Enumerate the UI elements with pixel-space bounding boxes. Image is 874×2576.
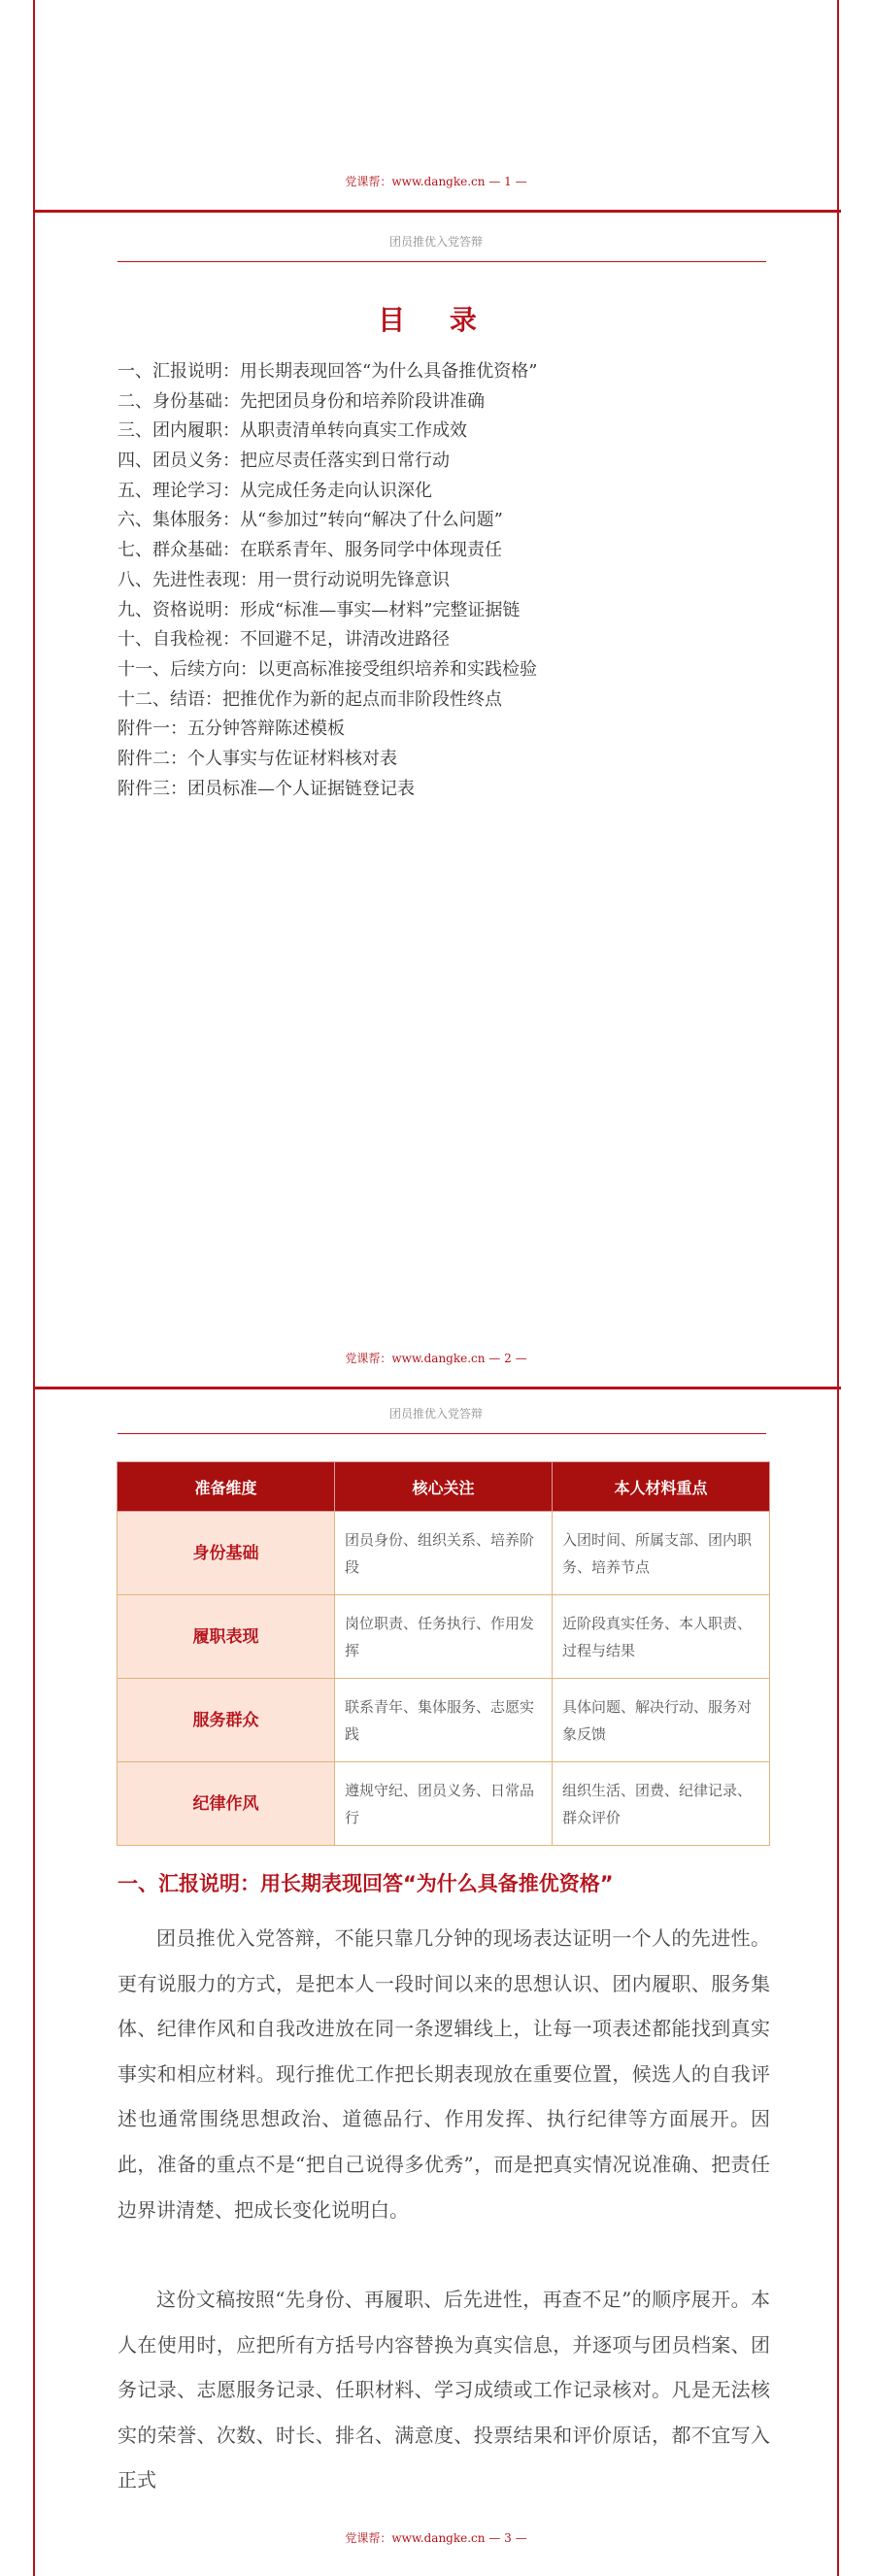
toc-item[interactable]: 二、身份基础：先把团员身份和培养阶段讲准确 (118, 390, 485, 412)
table-cell-dimension: 服务群众 (118, 1679, 335, 1762)
page-1-footer: 党课帮：www.dangke.cn — 1 — (345, 175, 527, 188)
table-cell: 团员身份、组织关系、培养阶段 (335, 1512, 553, 1595)
preparation-table (117, 1461, 770, 1846)
toc-item[interactable]: 五、理论学习：从完成任务走向认识深化 (118, 480, 432, 501)
page-3-header-rule (118, 1433, 766, 1434)
table-cell-dimension: 身份基础 (118, 1512, 335, 1595)
page-3-header: 团员推优入党答辩 (388, 1407, 483, 1421)
table-row (118, 1679, 770, 1762)
table-cell: 组织生活、团费、纪律记录、群众评价 (553, 1762, 770, 1846)
toc-item[interactable]: 三、团内履职：从职责清单转向真实工作成效 (118, 420, 467, 442)
table-cell-dimension: 纪律作风 (118, 1762, 335, 1846)
toc-title: 目 录 (378, 304, 494, 336)
toc-item[interactable]: 四、团员义务：把应尽责任落实到日常行动 (118, 451, 450, 472)
table-cell-dimension: 履职表现 (118, 1595, 335, 1679)
toc-item[interactable]: 十一、后续方向：以更高标准接受组织培养和实践检验 (118, 658, 537, 680)
table-cell: 具体问题、解决行动、服务对象反馈 (553, 1679, 770, 1762)
toc-item[interactable]: 十、自我检视：不回避不足，讲清改进路径 (118, 629, 450, 651)
page-3-footer: 党课帮：www.dangke.cn — 3 — (345, 2531, 527, 2545)
section-heading: 一、汇报说明：用长期表现回答“为什么具备推优资格” (118, 1872, 614, 1895)
table-cell: 入团时间、所属支部、团内职务、培养节点 (553, 1512, 770, 1595)
page-2-header-rule (118, 261, 766, 262)
table-cell: 岗位职责、任务执行、作用发挥 (335, 1595, 553, 1679)
body-paragraph: 这份文稿按照“先身份、再履职、后先进性，再查不足”的顺序展开。本人在使用时，应把所有方括号内容替换为真实信息，并逐项与团员档案、团务记录、志愿服务记录、任职材料、学习成绩或工作记录核对。凡是无法核实的荣誉、次数、时长、排名、满意度、投票结果和评价原话，都不宜写入正式 (118, 2288, 770, 2492)
toc-item[interactable]: 一、汇报说明：用长期表现回答“为什么具备推优资格” (118, 361, 538, 382)
page-2-footer: 党课帮：www.dangke.cn — 2 — (345, 1352, 527, 1365)
table-header-cell: 本人材料重点 (553, 1462, 770, 1512)
table-cell: 联系青年、集体服务、志愿实践 (335, 1679, 553, 1762)
page-2-header: 团员推优入党答辩 (388, 235, 483, 249)
toc-item[interactable]: 七、群众基础：在联系青年、服务同学中体现责任 (118, 540, 502, 561)
toc-item[interactable]: 附件一：五分钟答辩陈述模板 (118, 719, 345, 740)
toc-list (118, 357, 778, 804)
toc-item[interactable]: 附件二：个人事实与佐证材料核对表 (118, 748, 397, 769)
toc-item[interactable]: 八、先进性表现：用一贯行动说明先锋意识 (118, 569, 450, 590)
table-row (118, 1512, 770, 1595)
table-header-cell: 核心关注 (335, 1462, 553, 1512)
body-paragraph: 团员推优入党答辩，不能只靠几分钟的现场表达证明一个人的先进性。更有说服力的方式，是把本人一段时间以来的思想认识、团内履职、服务集体、纪律作风和自我改进放在同一条逻辑线上，让每一项表述都能找到真实事实和相应材料。现行推优工作把长期表现放在重要位置，候选人的自我评述也通常围绕思想政治、道德品行、作用发挥、执行纪律等方面展开。因此，准备的重点不是“把自己说得多优秀”，而是把真实情况说准确、把责任边界讲清楚、把成长变化说明白。 (118, 1926, 770, 2222)
toc-item[interactable]: 九、资格说明：形成“标准—事实—材料”完整证据链 (118, 599, 521, 620)
table-cell: 遵规守纪、团员义务、日常品行 (335, 1762, 553, 1846)
table-cell: 近阶段真实任务、本人职责、过程与结果 (553, 1595, 770, 1679)
toc-item[interactable]: 十二、结语：把推优作为新的起点而非阶段性终点 (118, 688, 502, 710)
toc-item[interactable]: 附件三：团员标准—个人证据链登记表 (118, 778, 415, 799)
table-header-row (118, 1462, 770, 1512)
table-row (118, 1762, 770, 1846)
table-header-cell: 准备维度 (118, 1462, 335, 1512)
toc-item[interactable]: 六、集体服务：从“参加过”转向“解决了什么问题” (118, 510, 503, 531)
table-row (118, 1595, 770, 1679)
